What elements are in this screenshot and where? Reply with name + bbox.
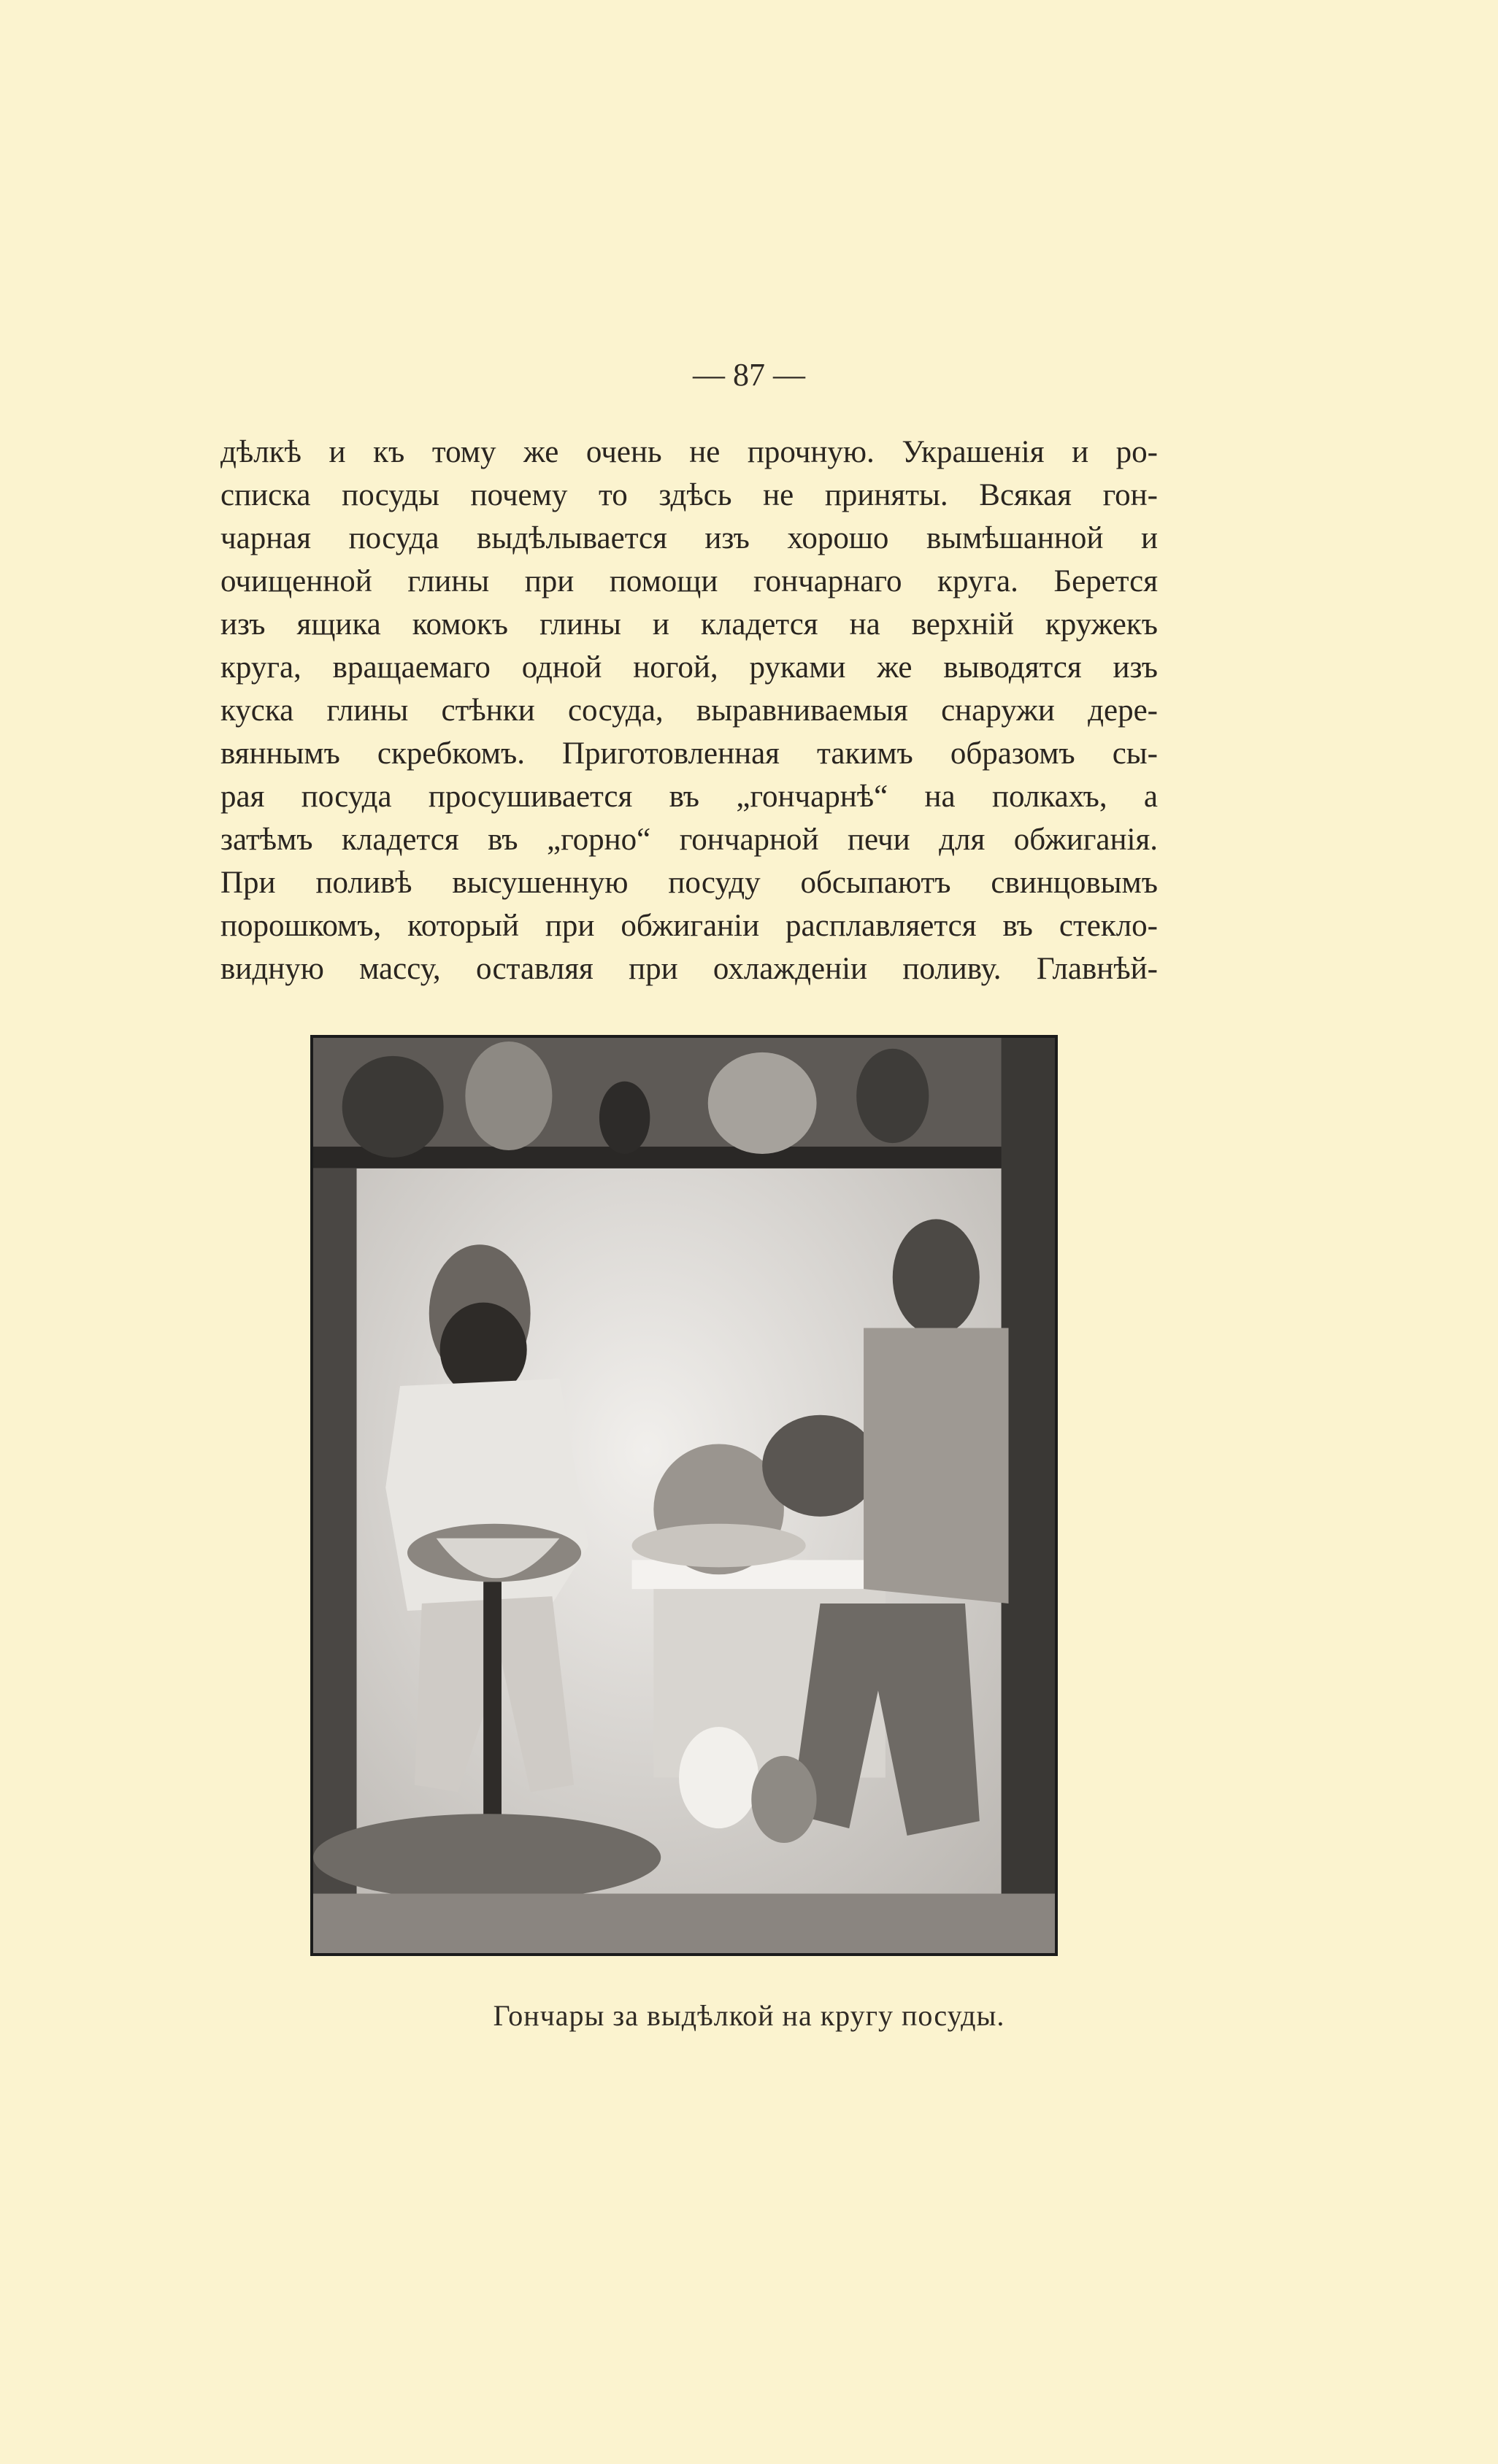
text-line: затѣмъ кладется въ „горно“ гончарной печи для обжиганія.: [220, 823, 1158, 857]
text-line: дѣлкѣ и къ тому же очень не прочную. Украшенія и ро-: [220, 435, 1158, 469]
text-line: изъ ящика комокъ глины и кладется на верхній кружекъ: [220, 607, 1158, 642]
text-line: рая посуда просушивается въ „гончарнѣ“ на полкахъ, а: [220, 779, 1158, 814]
text-line: порошкомъ, который при обжиганіи расплавляется въ стекло-: [220, 909, 1158, 943]
text-line: очищенной глины при помощи гончарнаго круга. Берется: [220, 564, 1158, 598]
photo-illustration: [313, 1038, 1055, 1953]
body-text: [220, 431, 1158, 990]
potters-photograph: [310, 1035, 1058, 1956]
text-line: видную массу, оставляя при охлажденіи поливу. Главнѣй-: [220, 952, 1158, 986]
text-line: вяннымъ скребкомъ. Приготовленная такимъ образомъ сы-: [220, 736, 1158, 771]
text-line: списка посуды почему то здѣсь не приняты. Всякая гон-: [220, 478, 1158, 512]
text-line: чарная посуда выдѣлывается изъ хорошо вымѣшанной и: [220, 521, 1158, 555]
text-line: При поливѣ высушенную посуду обсыпаютъ свинцовымъ: [220, 866, 1158, 900]
figure-caption: Гончары за выдѣлкой на кругу посуды.: [493, 1999, 1005, 2032]
page-number: — 87 —: [693, 357, 805, 393]
text-line: круга, вращаемаго одной ногой, руками же выводятся изъ: [220, 650, 1158, 685]
text-line: куска глины стѣнки сосуда, выравниваемыя снаружи дере-: [220, 693, 1158, 728]
